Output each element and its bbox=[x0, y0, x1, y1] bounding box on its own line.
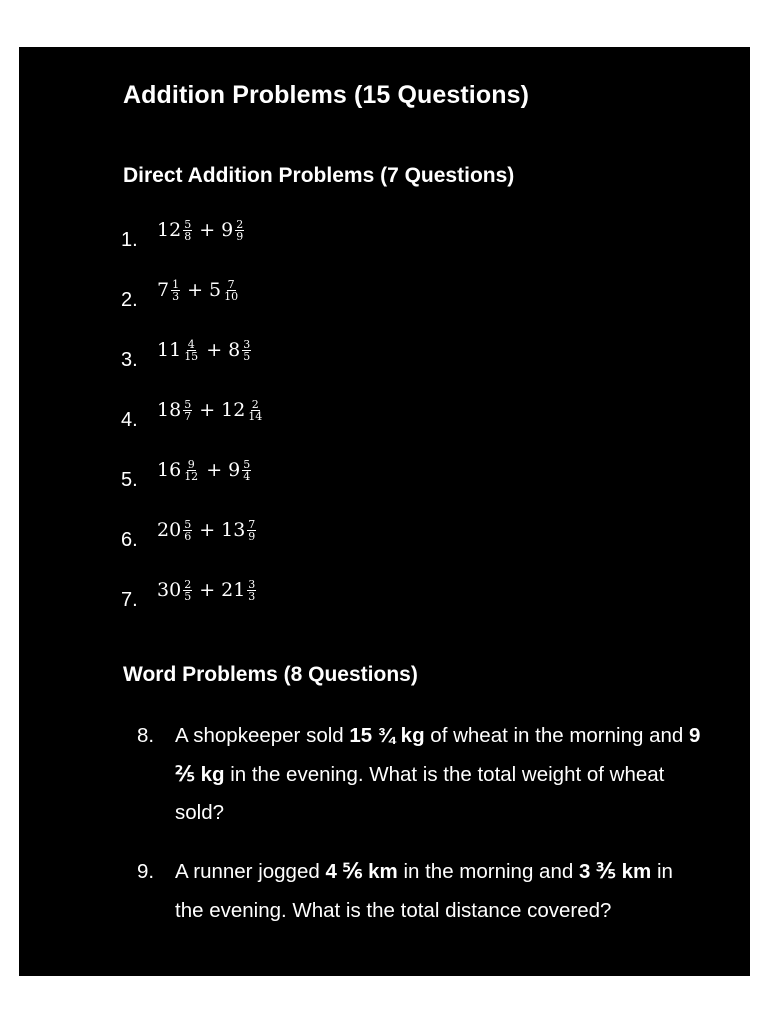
denominator: 6 bbox=[184, 529, 192, 543]
word-section-heading: Word Problems (8 Questions) bbox=[123, 663, 418, 686]
fraction bbox=[247, 579, 256, 602]
text-segment: of wheat in the morning and bbox=[424, 724, 689, 747]
direct-section-heading: Direct Addition Problems (7 Questions) bbox=[123, 164, 515, 187]
numerator: 2 bbox=[236, 217, 244, 231]
plus-sign: + bbox=[206, 459, 223, 481]
fraction bbox=[183, 519, 192, 542]
numerator: 3 bbox=[248, 577, 256, 591]
problem-number: 3. bbox=[121, 348, 138, 371]
denominator: 15 bbox=[184, 349, 199, 363]
plus-sign: + bbox=[187, 279, 204, 301]
quantity-bold: 3 ⅗ km bbox=[578, 860, 652, 883]
problem-number: 4. bbox=[121, 408, 138, 431]
whole-part: 5 bbox=[209, 279, 222, 301]
plus-sign: + bbox=[199, 579, 216, 601]
word-problem-text bbox=[175, 853, 707, 930]
whole-part: 13 bbox=[221, 519, 246, 541]
text-segment: A shopkeeper sold bbox=[175, 724, 350, 747]
page-title: Addition Problems (15 Questions) bbox=[123, 81, 530, 109]
problem-number: 2. bbox=[121, 288, 138, 311]
numerator: 2 bbox=[184, 577, 192, 591]
document-panel bbox=[19, 47, 750, 976]
fraction bbox=[247, 399, 263, 422]
numerator: 5 bbox=[184, 517, 192, 531]
numerator: 2 bbox=[251, 397, 259, 411]
numerator: 7 bbox=[248, 517, 256, 531]
numerator: 9 bbox=[187, 457, 195, 471]
denominator: 3 bbox=[172, 289, 180, 303]
word-problem-text bbox=[175, 717, 707, 833]
problem-item bbox=[121, 448, 252, 492]
quantity-bold: 9 ⅖ kg bbox=[175, 724, 701, 786]
whole-part: 21 bbox=[221, 579, 246, 601]
problem-number: 1. bbox=[121, 228, 138, 251]
plus-sign: + bbox=[199, 519, 216, 541]
denominator: 5 bbox=[184, 589, 192, 603]
fraction bbox=[183, 219, 192, 242]
text-segment: in the evening. What is the total weight of wheat sold? bbox=[175, 762, 665, 824]
fraction bbox=[242, 459, 251, 482]
whole-part: 9 bbox=[221, 219, 234, 241]
whole-part: 12 bbox=[157, 219, 182, 241]
mixed-number-expression bbox=[157, 579, 257, 602]
denominator: 7 bbox=[184, 409, 192, 423]
word-problem-item bbox=[137, 717, 707, 833]
problem-number: 7. bbox=[121, 588, 138, 611]
plus-sign: + bbox=[199, 399, 216, 421]
numerator: 4 bbox=[187, 337, 195, 351]
whole-part: 30 bbox=[157, 579, 182, 601]
text-segment: A runner jogged bbox=[175, 860, 326, 883]
mixed-number-expression bbox=[157, 339, 252, 362]
whole-part: 7 bbox=[157, 279, 170, 301]
problem-number: 8. bbox=[137, 724, 155, 747]
whole-part: 8 bbox=[228, 339, 241, 361]
problem-item bbox=[121, 508, 257, 552]
word-problem-item bbox=[137, 853, 707, 930]
problem-item bbox=[121, 208, 245, 252]
denominator: 8 bbox=[184, 229, 192, 243]
mixed-number-expression bbox=[157, 399, 264, 422]
mixed-number-expression bbox=[157, 219, 245, 242]
whole-part: 16 bbox=[157, 459, 182, 481]
fraction bbox=[242, 339, 251, 362]
numerator: 1 bbox=[172, 277, 180, 291]
quantity-bold: 15 ¾ kg bbox=[349, 724, 425, 747]
whole-part: 12 bbox=[221, 399, 246, 421]
numerator: 5 bbox=[243, 457, 251, 471]
text-segment: in the evening. What is the total distance covered? bbox=[175, 860, 673, 922]
numerator: 5 bbox=[184, 397, 192, 411]
plus-sign: + bbox=[199, 219, 216, 241]
mixed-number-expression bbox=[157, 279, 240, 302]
fraction bbox=[183, 339, 199, 362]
numerator: 3 bbox=[243, 337, 251, 351]
fraction bbox=[235, 219, 244, 242]
fraction bbox=[223, 279, 239, 302]
text-segment: in the morning and bbox=[397, 860, 579, 883]
problem-item bbox=[121, 568, 257, 612]
fraction bbox=[171, 279, 180, 302]
denominator: 10 bbox=[224, 289, 239, 303]
mixed-number-expression bbox=[157, 459, 252, 482]
problem-number: 6. bbox=[121, 528, 138, 551]
mixed-number-expression bbox=[157, 519, 257, 542]
quantity-bold: 4 ⅚ km bbox=[325, 860, 398, 883]
denominator: 3 bbox=[248, 589, 256, 603]
whole-part: 11 bbox=[157, 339, 182, 361]
denominator: 4 bbox=[243, 469, 251, 483]
denominator: 5 bbox=[243, 349, 251, 363]
numerator: 5 bbox=[184, 217, 192, 231]
problem-number: 5. bbox=[121, 468, 138, 491]
fraction bbox=[183, 399, 192, 422]
whole-part: 9 bbox=[228, 459, 241, 481]
denominator: 14 bbox=[248, 409, 263, 423]
fraction bbox=[247, 519, 256, 542]
fraction bbox=[183, 459, 199, 482]
problem-item bbox=[121, 328, 252, 372]
numerator: 7 bbox=[227, 277, 235, 291]
denominator: 12 bbox=[184, 469, 199, 483]
problem-number: 9. bbox=[137, 860, 155, 883]
problem-item bbox=[121, 268, 240, 312]
denominator: 9 bbox=[248, 529, 256, 543]
problem-item bbox=[121, 388, 264, 432]
fraction bbox=[183, 579, 192, 602]
whole-part: 18 bbox=[157, 399, 182, 421]
plus-sign: + bbox=[206, 339, 223, 361]
whole-part: 20 bbox=[157, 519, 182, 541]
denominator: 9 bbox=[236, 229, 244, 243]
